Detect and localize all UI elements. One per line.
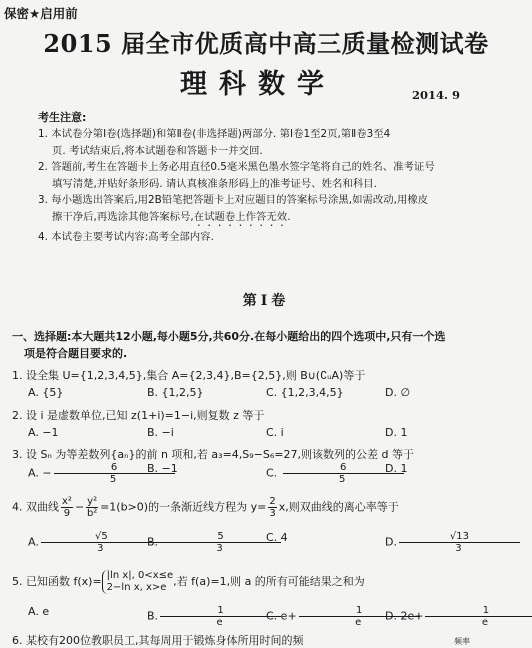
option-c: C. 4 bbox=[266, 531, 288, 544]
option-c: C. e+ $\frac{1}{e}$ bbox=[266, 605, 385, 628]
question-1-options bbox=[28, 386, 526, 399]
subject-title: 理科数学 bbox=[180, 69, 336, 100]
option-c: C. {1,2,3,4,5} bbox=[266, 386, 344, 399]
fraction: $\frac{6}{5}$ bbox=[283, 462, 402, 485]
option-a: A. $\frac{√5}{3}$ bbox=[28, 531, 147, 554]
option-d: D. ∅ bbox=[385, 386, 411, 399]
note-line: 1. 本试卷分第Ⅰ卷(选择题)和第Ⅱ卷(非选择题)两部分. 第Ⅰ卷1至2页,第Ⅱ卷3至4 bbox=[38, 128, 391, 140]
question-3-stem: 3. 设 Sₙ 为等差数列{aₙ}的前 n 项和,若 a₃=4,S₉−S₆=27,则该数列的公差 d 等于 bbox=[12, 448, 414, 461]
option-a: A. e bbox=[28, 605, 50, 618]
option-d: D. 1 bbox=[385, 426, 408, 439]
chart-corner-label: 频率 bbox=[454, 637, 470, 646]
exam-title: 2015 届全市优质高中高三质量检测试卷 bbox=[43, 29, 489, 58]
option-b: B. −i bbox=[147, 426, 174, 439]
fraction: $\frac{1}{e}$ bbox=[160, 605, 279, 628]
question-1-stem: 1. 设全集 U={1,2,3,4,5},集合 A={2,3,4},B={2,5},则 B∪(∁ᵤA)等于 bbox=[12, 369, 366, 382]
fraction: $\frac{\text{x²}}{9}$ bbox=[62, 496, 72, 519]
fraction: $\frac{2}{3}$ bbox=[269, 496, 276, 519]
piecewise-brace: |ln x|, 0<x≤e 2−ln x, x>e bbox=[102, 570, 174, 594]
option-d: D. 2e+ $\frac{1}{e}$ bbox=[385, 605, 504, 628]
confidential-label: 保密★启用前 bbox=[4, 6, 78, 21]
fraction: $\frac{√13}{3}$ bbox=[399, 531, 518, 554]
question-2-options bbox=[28, 426, 526, 439]
section-line: 一、选择题:本大题共12小题,每小题5分,共60分.在每小题给出的四个选项中,只有一个选 bbox=[12, 330, 446, 343]
note-line: 擦干净后,再选涂其他答案标号,在试题卷上作答无效. bbox=[52, 210, 291, 223]
option-b: B. $\frac{1}{e}$ bbox=[147, 605, 266, 628]
section-line: 项是符合题目要求的. bbox=[24, 347, 128, 360]
option-a: A. {5} bbox=[28, 386, 64, 399]
note-line: 填写清楚,并贴好条形码. 请认真核准条形码上的准考证号、姓名和科目. bbox=[52, 177, 377, 190]
question-3-options bbox=[28, 462, 526, 485]
fraction: $\frac{6}{5}$ bbox=[54, 462, 173, 485]
fraction: $\frac{1}{e}$ bbox=[425, 605, 532, 628]
question-4-options bbox=[28, 531, 526, 554]
exam-date: 2014. 9 bbox=[412, 88, 461, 102]
fraction: $\frac{\text{y²}}{\text{b²}}$ bbox=[86, 496, 98, 519]
notes-heading: 考生注意: bbox=[38, 111, 87, 124]
question-4-stem: 4. 双曲线 $\frac{\text{x²}}{9}$ − $\frac{\text{y²}}{\text{b²}}$ =1(b>0)的一条渐近线方程为 y= $\frac{2}{3}$ x,则双曲线的离心率等于 bbox=[12, 496, 399, 519]
option-c: C. $\frac{6}{5}$ bbox=[266, 462, 385, 485]
question-5-stem: 5. 已知函数 f(x)= |ln x|, 0<x≤e 2−ln x, x>e ,若 f(a)=1,则 a 的所有可能结果之和为 bbox=[12, 570, 365, 593]
question-5-options bbox=[28, 605, 526, 628]
fraction: $\frac{5}{3}$ bbox=[160, 531, 279, 554]
fraction: $\frac{1}{e}$ bbox=[299, 605, 418, 628]
note-line: 3. 每小题选出答案后,用2B铅笔把答题卡上对应题目的答案标号涂黑,如需改动,用橡皮 bbox=[38, 194, 429, 206]
note-line: 2. 答题前,考生在答题卡上务必用直径0.5毫米黑色墨水签字笔将自己的姓名、准考证号 bbox=[38, 161, 435, 173]
option-b: B. {1,2,5} bbox=[147, 386, 204, 399]
note-line: 页. 考试结束后,将本试题卷和答题卡一并交回. bbox=[52, 144, 263, 157]
option-d: D. $\frac{√13}{3}$ bbox=[385, 531, 504, 554]
notes-block bbox=[38, 126, 522, 245]
question-6-stem: 6. 某校有200位教职员工,其每周用于锻炼身体所用时间的频 bbox=[12, 634, 304, 647]
option-c: C. i bbox=[266, 426, 284, 439]
option-b: B. −1 bbox=[147, 462, 178, 475]
option-b: B. $\frac{5}{3}$ bbox=[147, 531, 266, 554]
volume-heading: 第Ⅰ卷 bbox=[242, 293, 290, 309]
emphasized-text: 在试题卷上作答无效. bbox=[193, 210, 291, 223]
section-instructions bbox=[12, 328, 526, 362]
question-2-stem: 2. 设 i 是虚数单位,已知 z(1+i)=1−i,则复数 z 等于 bbox=[12, 409, 265, 422]
option-a: A. −1 bbox=[28, 426, 59, 439]
fraction: $\frac{√5}{3}$ bbox=[41, 531, 160, 554]
option-d: D. 1 bbox=[385, 462, 408, 475]
note-line: 4. 本试卷主要考试内容:高考全部内容. bbox=[38, 230, 214, 243]
option-a: A. − $\frac{6}{5}$ bbox=[28, 462, 147, 485]
